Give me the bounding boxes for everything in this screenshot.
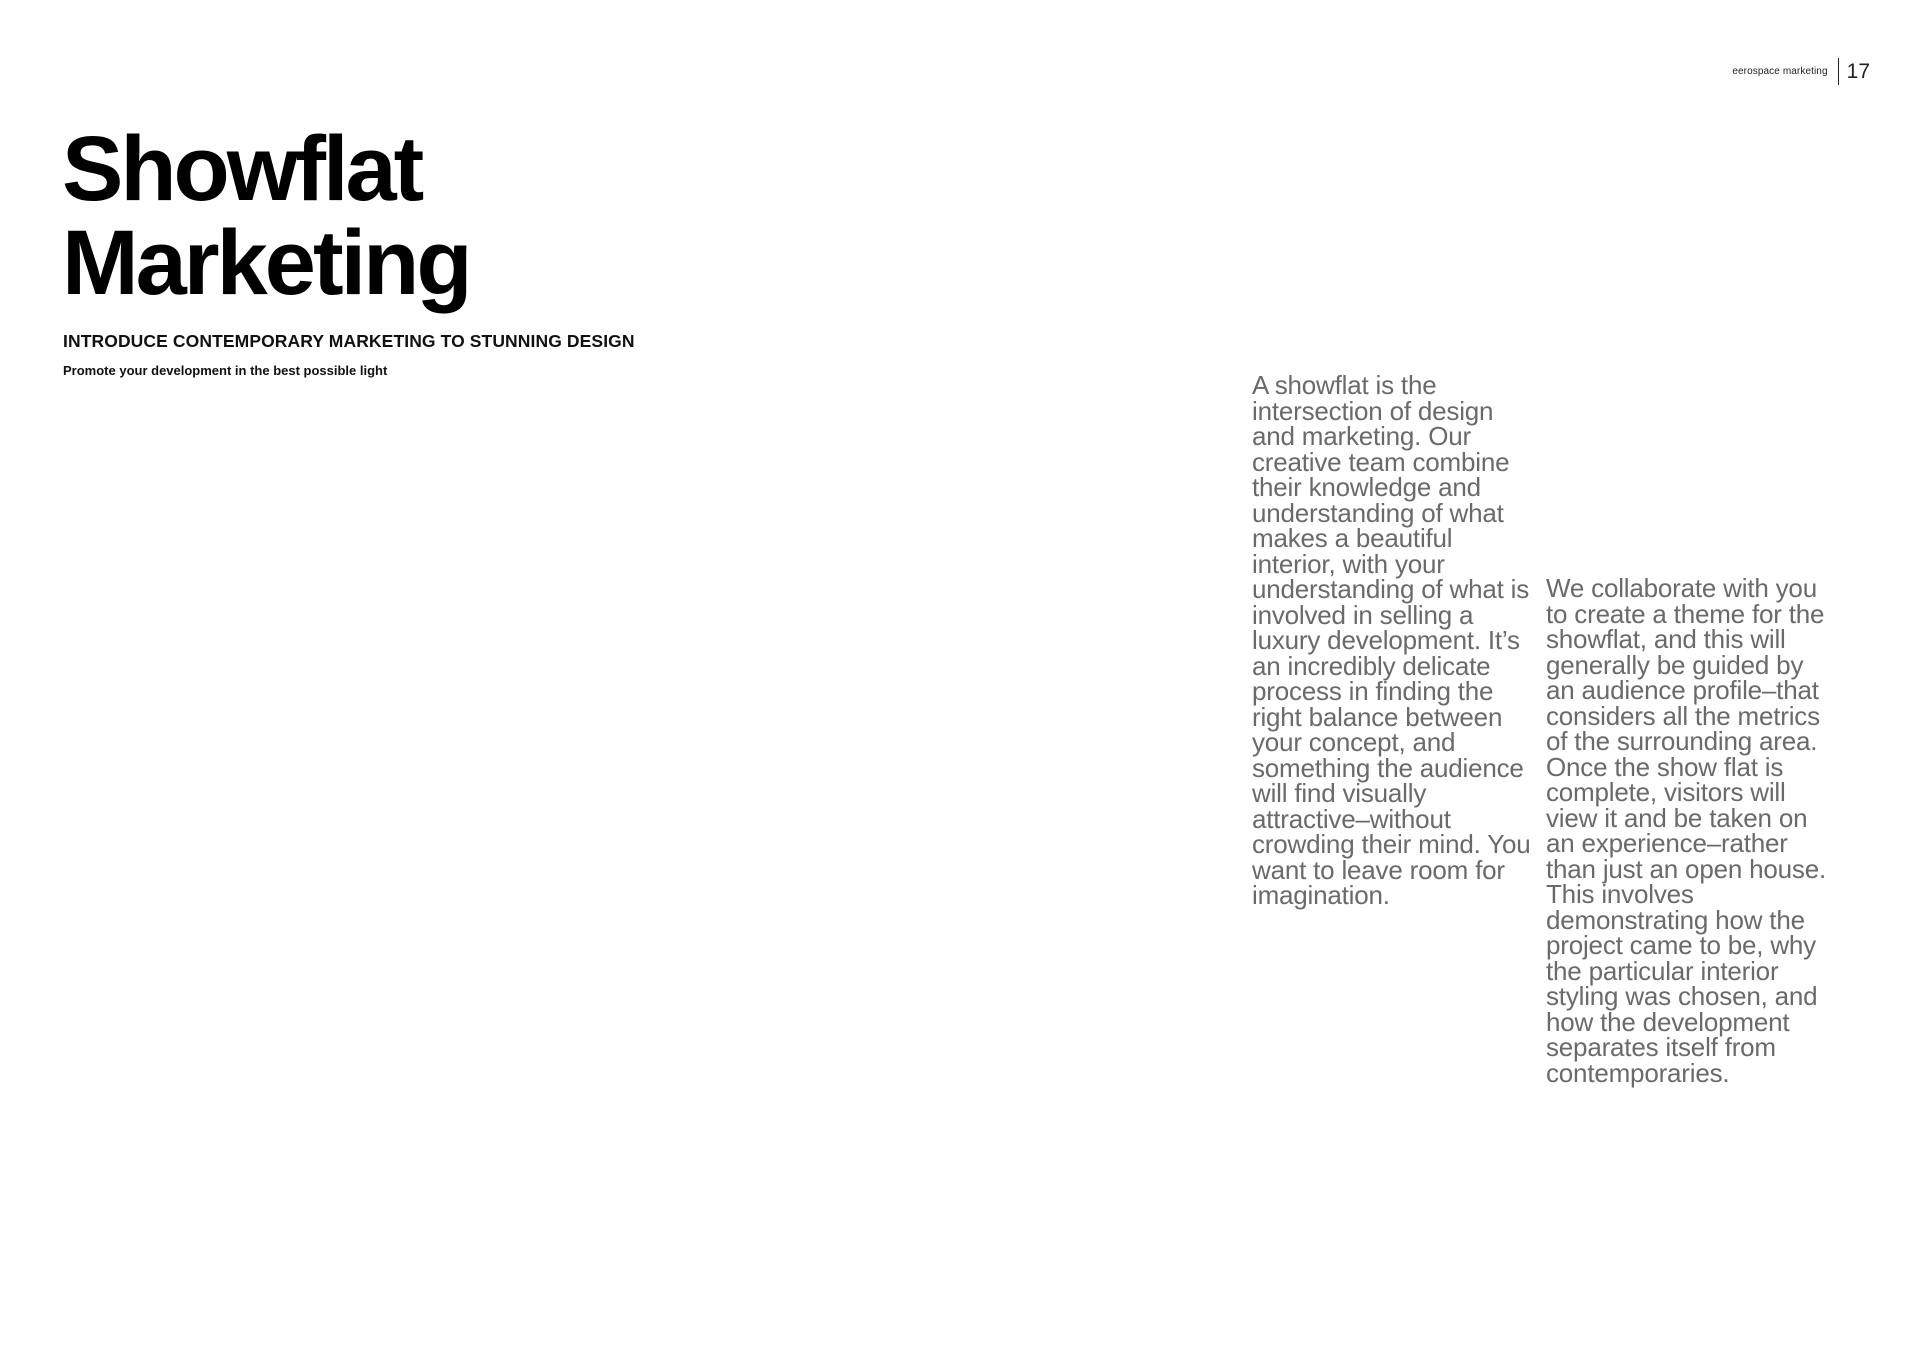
page-number: 17 [1846, 60, 1870, 83]
subheading: INTRODUCE CONTEMPORARY MARKETING TO STUNNING DESIGN [63, 331, 635, 351]
body-column-2: We collaborate with you to create a theme for the showflat, and this will generally be guided by an audience profile–that considers all the metrics of the surrounding area. Once the show flat is complete, visitors will view it and be taken on an experience–rather than just an open house. This involves demonstrating how the project came to be, why the particular interior styling was chosen, and how the development separates itself from contemporaries. [1546, 573, 1826, 1088]
title-line-1: Showflat [62, 118, 422, 220]
body-column-1: A showflat is the intersection of design and marketing. Our creative team combine their knowledge and understanding of what makes a beautiful interior, with your understanding of what is involved in selling a luxury development. It’s an incredibly delicate process in finding the right balance between your concept, and something the audience will find visually attractive–without crowding their mind. You want to leave room for imagination. [1252, 370, 1531, 910]
brand-name: eerospace marketing [1732, 58, 1838, 85]
tagline: Promote your development in the best possible light [63, 363, 388, 378]
title-line-2: Marketing [62, 212, 470, 314]
page-header [1732, 58, 1870, 85]
page-title [62, 118, 470, 314]
